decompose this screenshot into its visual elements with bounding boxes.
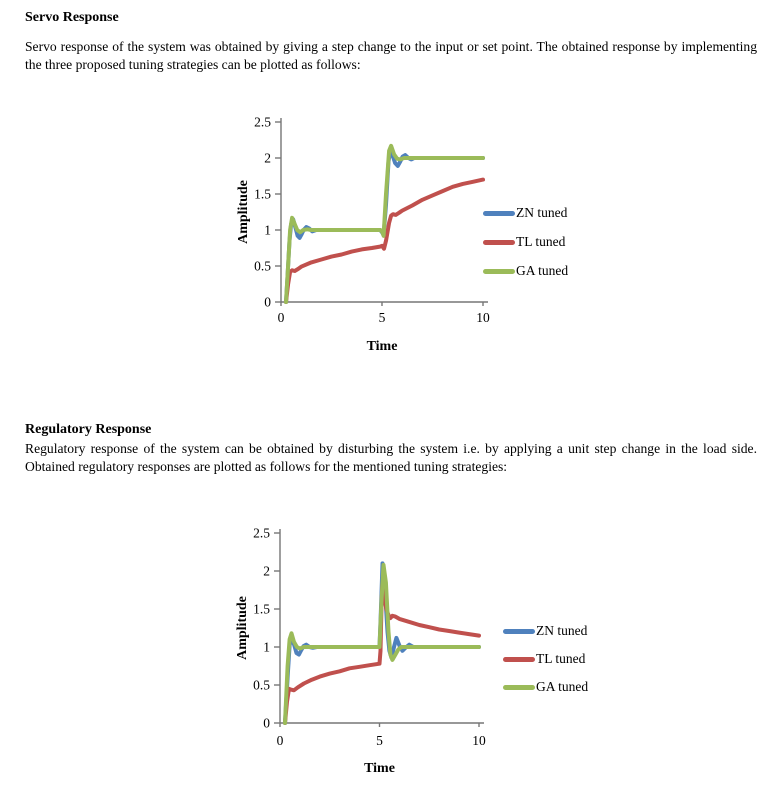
- y-tick-label: 1: [263, 639, 270, 655]
- y-tick-label: 2: [263, 563, 270, 579]
- legend-item-ga: [503, 678, 588, 696]
- x-tick-label: 10: [476, 310, 490, 325]
- regulatory-chart-legend: [503, 622, 588, 706]
- axes: [275, 118, 488, 306]
- legend-item-tl: [483, 233, 568, 251]
- x-axis-title: Time: [364, 761, 395, 776]
- legend-item-zn: [483, 204, 568, 222]
- y-tick-label: 1.5: [253, 601, 270, 617]
- x-tick-label: 0: [276, 733, 284, 748]
- x-tick-label: 10: [472, 733, 486, 748]
- ga-line-swatch: [503, 685, 535, 690]
- legend-item-ga: [483, 262, 568, 280]
- y-tick-label: 0: [264, 294, 271, 310]
- y-axis-title: Amplitude: [235, 596, 250, 660]
- servo-heading: Servo Response: [25, 10, 119, 25]
- y-tick-label: 0: [263, 715, 270, 731]
- y-tick-label: 2.5: [253, 525, 270, 541]
- servo-chart: [230, 110, 776, 370]
- tick-labels: [254, 115, 490, 326]
- servo-chart-canvas: [230, 110, 650, 370]
- regulatory-chart: [230, 520, 776, 793]
- servo-chart-legend: [483, 204, 568, 291]
- servo-paragraph: Servo response of the system was obtained by giving a step change to the input or set point. The obtained response by implementing the three proposed tuning strategies can be plotted as follows:: [25, 39, 757, 72]
- legend-item-tl: [503, 650, 588, 668]
- y-tick-label: 0.5: [253, 677, 270, 693]
- legend-item-zn: [503, 622, 588, 640]
- tl-line-swatch: [503, 657, 535, 662]
- zn-line-swatch: [503, 629, 535, 634]
- y-tick-label: 2.5: [254, 114, 271, 130]
- tl-line-swatch: [483, 240, 515, 245]
- x-axis-title: Time: [366, 339, 398, 354]
- regulatory-heading: Regulatory Response: [25, 422, 152, 437]
- legend-label-tl: TL tuned: [516, 234, 566, 249]
- tick-labels: [253, 526, 486, 749]
- y-tick-label: 1: [264, 222, 271, 238]
- series-line-ga-tuned: [286, 146, 483, 302]
- legend-label-ga: GA tuned: [536, 679, 589, 694]
- zn-line-swatch: [483, 211, 515, 216]
- y-tick-label: 1.5: [254, 186, 271, 202]
- y-tick-label: 0.5: [254, 258, 271, 274]
- x-tick-label: 5: [376, 733, 383, 748]
- regulatory-paragraph: Regulatory response of the system can be obtained by disturbing the system i.e. by applying a unit step change in the load side. Obtained regulatory responses are plotted as follows for the mentioned tuning strategies:: [25, 441, 757, 474]
- legend-label-zn: ZN tuned: [516, 205, 568, 220]
- x-tick-label: 0: [277, 310, 285, 325]
- y-axis-title: Amplitude: [236, 180, 251, 244]
- y-tick-label: 2: [264, 150, 271, 166]
- legend-label-ga: GA tuned: [516, 263, 569, 278]
- legend-label-zn: ZN tuned: [536, 623, 588, 638]
- x-tick-label: 5: [378, 310, 386, 325]
- legend-label-tl: TL tuned: [536, 651, 586, 666]
- ga-line-swatch: [483, 269, 515, 274]
